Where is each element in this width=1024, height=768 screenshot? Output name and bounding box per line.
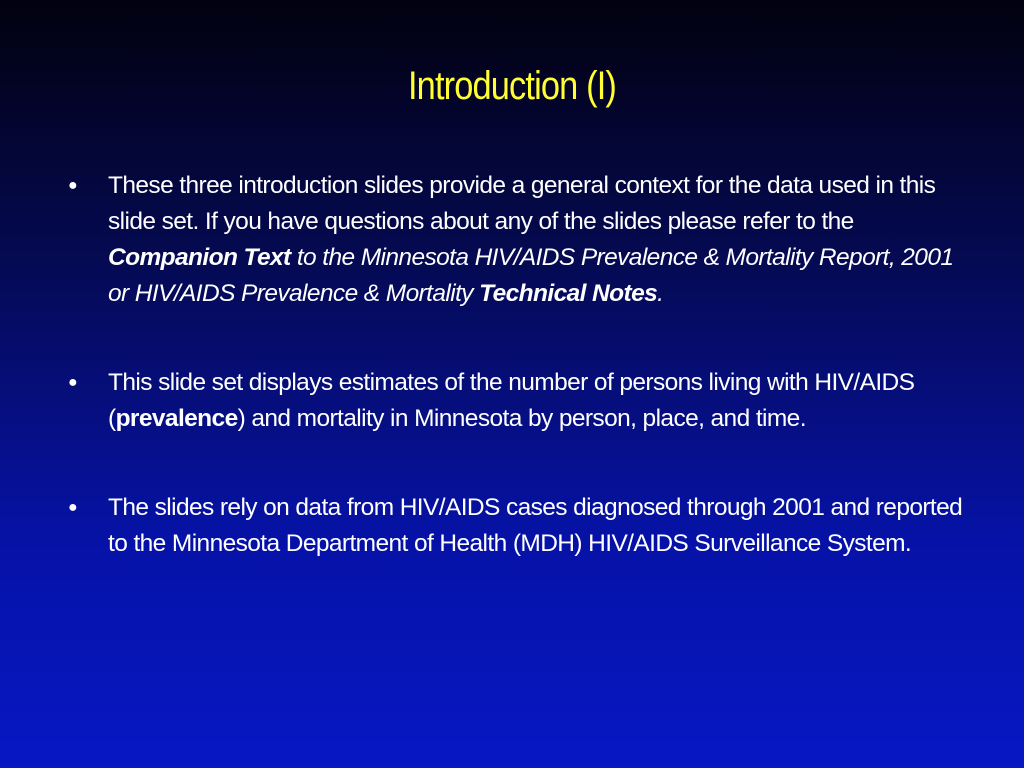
bullet-item-context [68, 168, 968, 312]
bullet-icon: ● [68, 499, 78, 516]
bullet-item-data-source [68, 490, 968, 562]
bullet-icon: ● [68, 177, 78, 194]
bullet-icon: ● [68, 374, 78, 391]
bullet-item-prevalence [68, 365, 968, 437]
technical-notes-emphasis: Technical Notes [479, 280, 658, 307]
bullet-period: . [657, 280, 664, 307]
bullet-text-end: ) and mortality in Minnesota by person, place, and time. [237, 405, 806, 432]
bullet-text: These three introduction slides provide a general context for the data used in this slide set. If you have questions about any of the slides please refer to the [108, 172, 936, 235]
bullet-text: This slide set displays estimates of the number of persons living with HIV/AIDS ( [108, 369, 915, 432]
bullet-list [68, 168, 968, 615]
slide-title: Introduction (I) [407, 64, 617, 108]
bullet-text: The slides rely on data from HIV/AIDS cases diagnosed through 2001 and reported to the Minnesota Department of Health (MDH) HIV/AIDS Surveillance System. [108, 494, 963, 557]
report-reference: to the Minnesota HIV/AIDS Prevalence & Mortality Report, 2001 or HIV/AIDS Prevalence & Mortality [108, 244, 954, 307]
prevalence-emphasis: prevalence [115, 405, 238, 432]
companion-text-emphasis: Companion Text [108, 244, 291, 271]
